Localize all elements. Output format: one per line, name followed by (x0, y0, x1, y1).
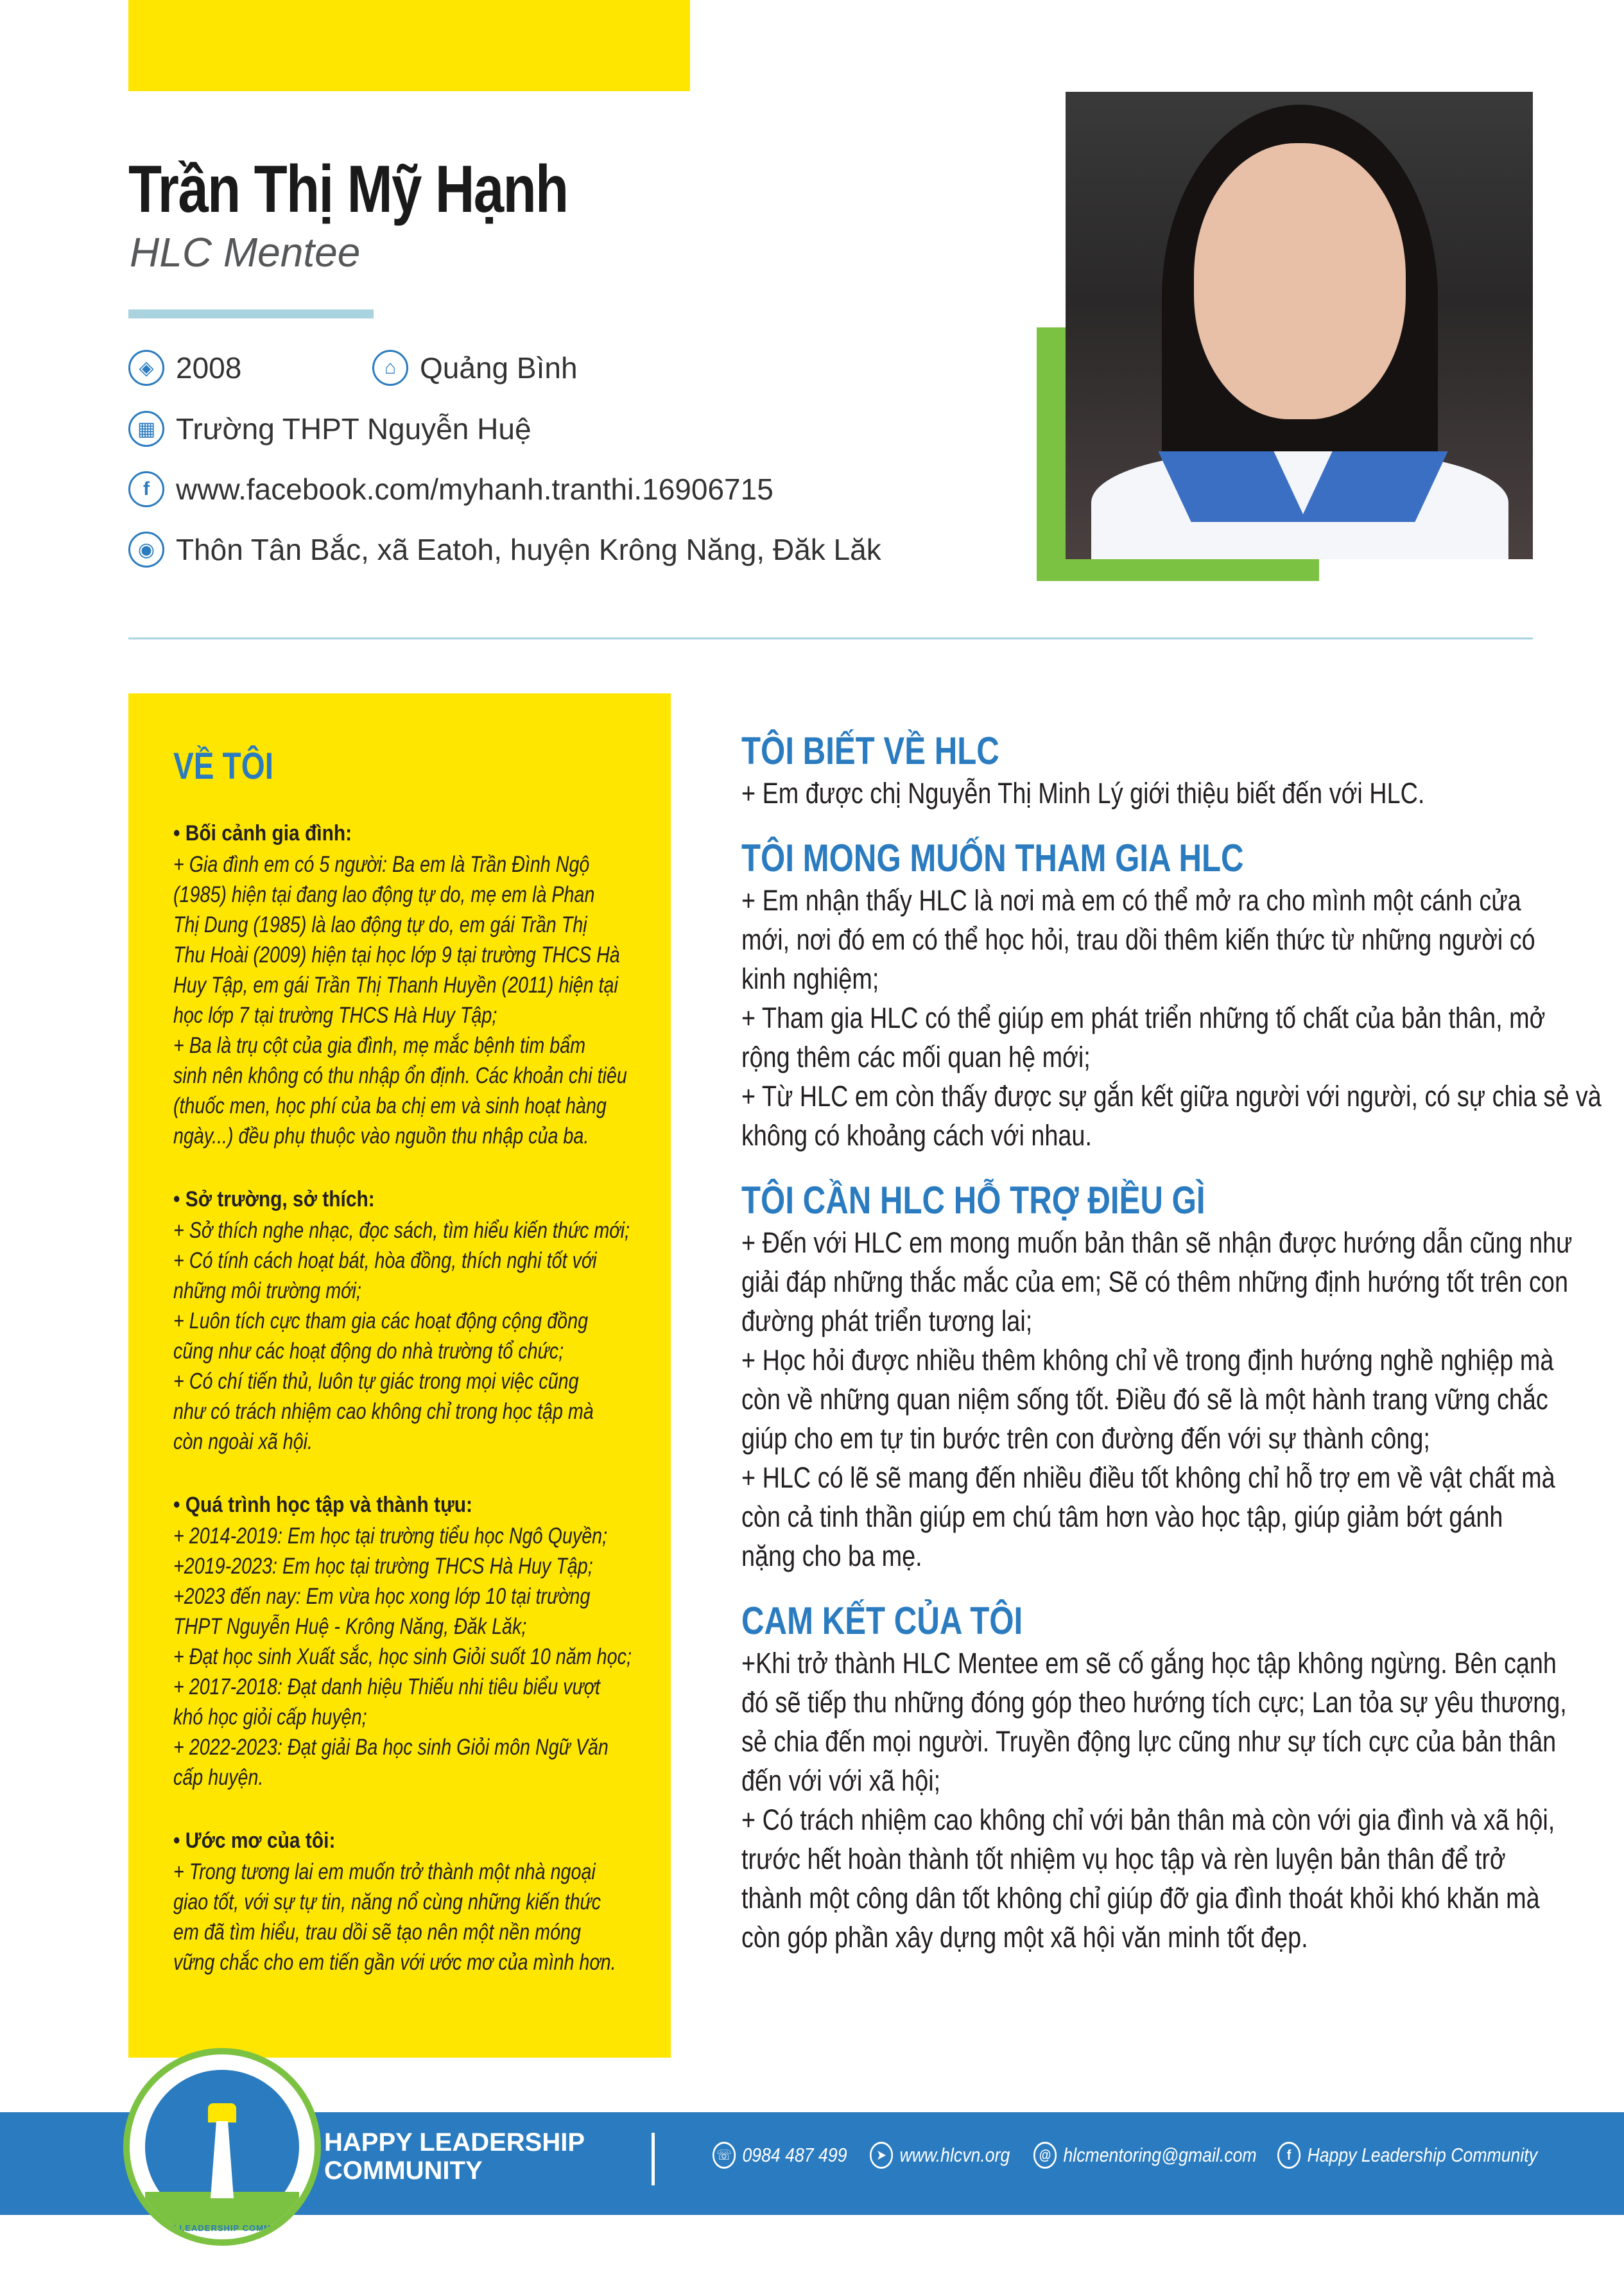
about-section (173, 1825, 630, 1977)
facebook-icon: f (1277, 2142, 1300, 2169)
about-section-line: còn ngoài xã hội. (173, 1429, 313, 1454)
main-section-line: mới, nơi đó em có thể học hỏi, trau dồi thêm kiến thức từ những người có (741, 923, 1535, 956)
main-section-line: rộng thêm các mối quan hệ mới; (741, 1041, 1091, 1073)
at-icon: @ (1033, 2142, 1057, 2169)
home-icon: ⌂ (372, 350, 408, 386)
about-title: VỀ TÔI (173, 745, 273, 787)
about-section-line: Huy Tập, em gái Trần Thị Thanh Huyền (2011) hiện tại (173, 973, 618, 998)
info-facebook (128, 471, 773, 507)
about-section-heading: • Sở trường, sở thích: (173, 1187, 375, 1211)
about-section-line: em đã tìm hiểu, trau dồi sẽ tạo nên một nền móng (173, 1920, 581, 1945)
logo-text: HAPPY LEADERSHIP COMMUNITY (144, 2223, 300, 2233)
main-section-line: thành một công dân tốt không chỉ giúp đỡ gia đình thoát khỏi khó khăn mà (741, 1882, 1540, 1914)
footer-facebook-text[interactable]: Happy Leadership Community (1307, 2144, 1538, 2166)
main-section-line: + HLC có lẽ sẽ mang đến nhiều điều tốt không chỉ hỗ trợ em về vật chất mà (741, 1461, 1555, 1494)
address: Thôn Tân Bắc, xã Eatoh, huyện Krông Năng, Đăk Lăk (176, 533, 881, 566)
footer-phone (713, 2142, 847, 2169)
main-section-line: đó sẽ tiếp thu những đóng góp theo hướng tích cực; Lan tỏa sự yêu thương, (741, 1686, 1567, 1719)
footer-facebook (1277, 2142, 1537, 2169)
main-section (741, 1178, 1573, 1576)
about-section-line: + Sở thích nghe nhạc, đọc sách, tìm hiểu kiến thức mới; (173, 1218, 630, 1243)
lighthouse-icon (211, 2121, 234, 2198)
about-section-heading: • Quá trình học tập và thành tựu: (173, 1493, 472, 1517)
main-section-line: còn góp phần xây dựng một xã hội văn minh tốt đẹp. (741, 1921, 1308, 1954)
hlc-logo (123, 2048, 321, 2246)
about-section-line: cấp huyện. (173, 1765, 264, 1790)
main-section-line: giải đáp những thắc mắc của em; Sẽ có thêm những định hướng tốt trên con (741, 1265, 1568, 1298)
info-school (128, 411, 531, 447)
main-section-title: TÔI MONG MUỐN THAM GIA HLC (741, 837, 1244, 880)
main-section (741, 1599, 1567, 1957)
about-section-line: + Gia đình em có 5 người: Ba em là Trần Đình Ngộ (173, 852, 590, 877)
about-section-line: THPT Nguyễn Huệ - Krông Năng, Đăk Lăk; (173, 1614, 527, 1639)
main-section-line: nặng cho ba mẹ. (741, 1540, 922, 1572)
footer-website (870, 2142, 1010, 2169)
mentee-name: Trần Thị Mỹ Hạnh (128, 152, 568, 227)
cake-icon: ◈ (128, 350, 164, 386)
main-section-line: + Đến với HLC em mong muốn bản thân sẽ nhận được hướng dẫn cũng như (741, 1226, 1573, 1259)
about-section (173, 1489, 630, 1793)
lighthouse-lamp-icon (208, 2103, 236, 2122)
profile-photo (1066, 92, 1533, 559)
mentee-role: HLC Mentee (130, 229, 361, 275)
main-section-line: + Từ HLC em còn thấy được sự gắn kết giữa người với người, có sự chia sẻ và (741, 1080, 1602, 1113)
about-section-line: khó học giỏi cấp huyện; (173, 1705, 367, 1730)
about-section-line: + 2022-2023: Đạt giải Ba học sinh Giỏi môn Ngữ Văn (173, 1735, 609, 1760)
role-underline (128, 309, 374, 318)
info-birth-year (128, 350, 241, 386)
about-panel (128, 693, 671, 2058)
main-section-line: kinh nghiệm; (741, 962, 879, 995)
photo-shirt (1091, 451, 1508, 559)
main-section-line: + Em được chị Nguyễn Thị Minh Lý giới thiệu biết đến với HLC. (741, 777, 1425, 810)
photo-face (1194, 143, 1406, 419)
main-section-line: + Em nhận thấy HLC là nơi mà em có thể mở ra cho mình một cánh cửa (741, 884, 1521, 917)
footer-separator (652, 2133, 655, 2185)
main-section (741, 836, 1602, 1155)
about-section (173, 817, 630, 1151)
main-section-line: + Tham gia HLC có thể giúp em phát triển những tố chất của bản thân, mở (741, 1002, 1546, 1034)
about-section-line: học lớp 7 tại trường THCS Hà Huy Tập; (173, 1003, 497, 1028)
logo-circle (145, 2070, 299, 2224)
birth-year: 2008 (176, 351, 242, 385)
about-section-line: + Có tính cách hoạt bát, hòa đồng, thích nghi tốt với (173, 1248, 597, 1273)
main-section-line: còn cả tinh thần giúp em chú tâm hơn vào học tập, giúp giảm bớt gánh (741, 1500, 1503, 1533)
footer-phone-text[interactable]: 0984 487 499 (742, 2144, 847, 2166)
top-accent-bar (128, 0, 690, 91)
main-section-line: trước hết hoàn thành tốt nhiệm vụ học tập và rèn luyện bản thân để trở (741, 1843, 1506, 1875)
info-address (128, 532, 881, 568)
about-section-line: + Trong tương lai em muốn trở thành một nhà ngoại (173, 1859, 596, 1884)
about-section-line: cũng như các hoạt động do nhà trường tổ chức; (173, 1339, 564, 1364)
school: Trường THPT Nguyễn Huệ (176, 412, 531, 446)
main-column (741, 729, 1602, 1980)
facebook-link[interactable]: www.facebook.com/myhanh.tranthi.16906715 (176, 473, 773, 506)
footer-website-text[interactable]: www.hlcvn.org (899, 2144, 1010, 2166)
about-section-line: giao tốt, với sự tự tin, năng nổ cùng những kiến thức (173, 1889, 601, 1914)
school-icon: ▦ (128, 411, 164, 447)
about-section-line: (thuốc men, học phí của ba chị em và sinh hoạt hàng (173, 1093, 607, 1118)
about-section-line: + Có chí tiến thủ, luôn tự giác trong mọi việc cũng (173, 1369, 579, 1394)
about-section-line: +2019-2023: Em học tại trường THCS Hà Huy Tập; (173, 1554, 593, 1579)
main-section-title: TÔI BIẾT VỀ HLC (741, 729, 999, 772)
footer-brand (324, 2128, 585, 2185)
about-section-heading: • Bối cảnh gia đình: (173, 821, 352, 846)
main-section-line: còn về những quan niệm sống tốt. Điều đó sẽ là một hành trang vững chắc (741, 1383, 1548, 1416)
about-section-line: + 2017-2018: Đạt danh hiệu Thiếu nhi tiêu biểu vượt (173, 1674, 601, 1699)
footer-brand-line2: COMMUNITY (324, 2157, 483, 2185)
main-section-line: đường phát triển tương lai; (741, 1305, 1033, 1337)
about-section-heading: • Ước mơ của tôi: (173, 1828, 336, 1853)
about-section-line: (1985) hiện tại đang lao động tự do, mẹ em là Phan (173, 882, 595, 907)
main-section-line: giúp cho em tự tin bước trên con đường đến với sự thành công; (741, 1422, 1430, 1455)
main-section-title: TÔI CẦN HLC HỖ TRỢ ĐIỀU GÌ (741, 1179, 1205, 1222)
main-sections (741, 729, 1602, 1957)
location-pin-icon: ◉ (128, 532, 164, 568)
main-section-title: CAM KẾT CỦA TÔI (741, 1599, 1023, 1642)
about-section-line: sinh nên không có thu nhập ổn định. Các khoản chi tiêu (173, 1063, 627, 1088)
about-section-line: như có trách nhiệm cao không chỉ trong học tập mà (173, 1399, 594, 1424)
main-section-line: + Có trách nhiệm cao không chỉ với bản thân mà còn với gia đình và xã hội, (741, 1803, 1555, 1836)
main-section (741, 729, 1541, 813)
about-section-line: +2023 đến nay: Em vừa học xong lớp 10 tại trường (173, 1584, 591, 1609)
phone-icon: ☏ (713, 2142, 736, 2169)
about-section-line: + Đạt học sinh Xuất sắc, học sinh Giỏi suốt 10 năm học; (173, 1644, 632, 1669)
footer-brand-line1: HAPPY LEADERSHIP (324, 2128, 585, 2157)
about-section-line: vững chắc cho em tiến gần với ước mơ của mình hơn. (173, 1950, 616, 1975)
cursor-icon: ➤ (870, 2142, 893, 2169)
about-section-line: Thu Hoài (2009) hiện tại học lớp 9 tại trường THCS Hà (173, 942, 620, 968)
main-section-line: đến với với xã hội; (741, 1764, 941, 1797)
footer-email (1033, 2142, 1257, 2169)
facebook-icon: f (128, 471, 164, 507)
main-section-line: sẻ chia đến mọi người. Truyền động lực cũng như sự tích cực của bản thân (741, 1725, 1557, 1758)
main-section-line: + Học hỏi được nhiều thêm không chỉ về trong định hướng nghề nghiệp mà (741, 1344, 1554, 1376)
main-section-line: +Khi trở thành HLC Mentee em sẽ cố gắng học tập không ngừng. Bên cạnh (741, 1647, 1557, 1680)
footer-email-text[interactable]: hlcmentoring@gmail.com (1063, 2144, 1257, 2166)
main-section-line: không có khoảng cách với nhau. (741, 1119, 1092, 1152)
about-section-line: ngày...) đều phụ thuộc vào nguồn thu nhập của ba. (173, 1124, 589, 1149)
about-section-line: + 2014-2019: Em học tại trường tiểu học Ngô Quyền; (173, 1523, 608, 1549)
about-section-line: những môi trường mới; (173, 1278, 361, 1303)
about-section (173, 1183, 630, 1457)
header-divider (128, 638, 1533, 639)
info-hometown (372, 350, 578, 386)
about-section-line: + Ba là trụ cột của gia đình, mẹ mắc bệnh tim bẩm (173, 1033, 586, 1058)
about-sections (173, 817, 630, 1977)
about-section-line: + Luôn tích cực tham gia các hoạt động cộng đồng (173, 1308, 589, 1333)
about-section-line: Thị Dung (1985) là lao động tự do, em gái Trần Thị (173, 912, 587, 937)
hometown: Quảng Bình (420, 351, 578, 385)
